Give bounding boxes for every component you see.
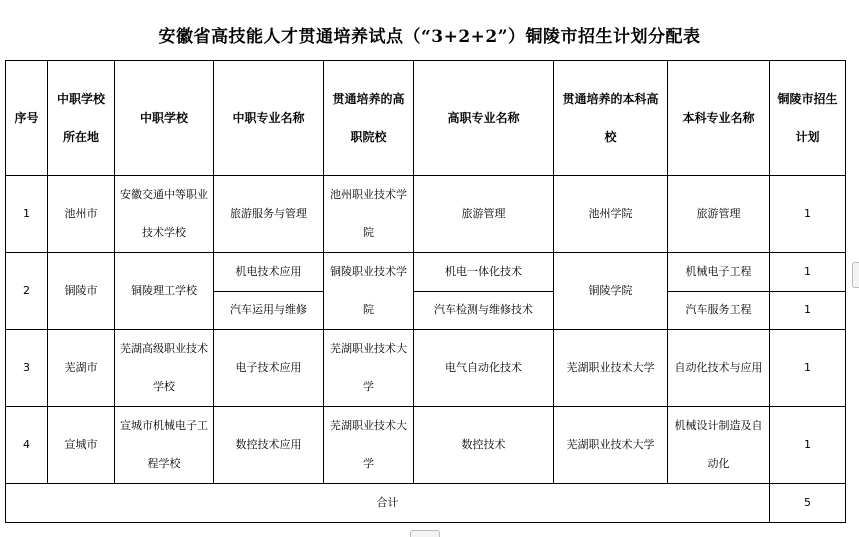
cell-school: 安徽交通中等职业技术学校 xyxy=(115,176,214,253)
cell-plan: 1 xyxy=(770,407,846,484)
cell-school: 芜湖高级职业技术学校 xyxy=(115,330,214,407)
table-row xyxy=(6,253,846,292)
cell-university: 芜湖职业技术大学 xyxy=(554,330,668,407)
total-row xyxy=(6,484,846,523)
cell-college-major: 机电一体化技术 xyxy=(414,253,554,292)
header-major: 中职专业名称 xyxy=(214,61,324,176)
total-value: 5 xyxy=(770,484,846,523)
header-college-major: 高职专业名称 xyxy=(414,61,554,176)
cell-school: 宣城市机械电子工程学校 xyxy=(115,407,214,484)
cell-college: 铜陵职业技术学院 xyxy=(324,253,414,330)
cell-bachelor-major: 机械设计制造及自动化 xyxy=(668,407,770,484)
cell-plan: 1 xyxy=(770,253,846,292)
cell-seq: 4 xyxy=(6,407,48,484)
cell-college: 芜湖职业技术大学 xyxy=(324,330,414,407)
header-school: 中职学校 xyxy=(115,61,214,176)
cell-major: 机电技术应用 xyxy=(214,253,324,292)
total-label: 合计 xyxy=(6,484,770,523)
table-row xyxy=(6,330,846,407)
cell-bachelor-major: 自动化技术与应用 xyxy=(668,330,770,407)
cell-bachelor-major: 旅游管理 xyxy=(668,176,770,253)
cell-college: 池州职业技术学院 xyxy=(324,176,414,253)
header-university: 贯通培养的本科高校 xyxy=(554,61,668,176)
cell-location: 铜陵市 xyxy=(48,253,115,330)
table-row xyxy=(6,176,846,253)
cell-major: 电子技术应用 xyxy=(214,330,324,407)
cell-university: 铜陵学院 xyxy=(554,253,668,330)
cell-major: 旅游服务与管理 xyxy=(214,176,324,253)
cell-plan: 1 xyxy=(770,330,846,407)
header-seq: 序号 xyxy=(6,61,48,176)
table-header-row xyxy=(6,61,846,176)
cell-location: 池州市 xyxy=(48,176,115,253)
cell-major: 汽车运用与维修 xyxy=(214,291,324,330)
enrollment-plan-table xyxy=(5,60,846,523)
cell-seq: 2 xyxy=(6,253,48,330)
header-college: 贯通培养的高职院校 xyxy=(324,61,414,176)
header-plan: 铜陵市招生计划 xyxy=(770,61,846,176)
cell-college: 芜湖职业技术大学 xyxy=(324,407,414,484)
header-location: 中职学校所在地 xyxy=(48,61,115,176)
table-row xyxy=(6,407,846,484)
cell-bachelor-major: 机械电子工程 xyxy=(668,253,770,292)
cell-university: 芜湖职业技术大学 xyxy=(554,407,668,484)
cell-school: 铜陵理工学校 xyxy=(115,253,214,330)
cell-seq: 3 xyxy=(6,330,48,407)
cell-plan: 1 xyxy=(770,291,846,330)
cell-seq: 1 xyxy=(6,176,48,253)
page-title: 安徽省高技能人才贯通培养试点（“3+2+2”）铜陵市招生计划分配表 xyxy=(158,27,701,47)
cell-major: 数控技术应用 xyxy=(214,407,324,484)
cell-university: 池州学院 xyxy=(554,176,668,253)
side-scroll-handle[interactable] xyxy=(852,262,859,288)
cell-college-major: 汽车检测与维修技术 xyxy=(414,291,554,330)
header-bachelor-major: 本科专业名称 xyxy=(668,61,770,176)
cell-college-major: 旅游管理 xyxy=(414,176,554,253)
cell-location: 宣城市 xyxy=(48,407,115,484)
cell-college-major: 电气自动化技术 xyxy=(414,330,554,407)
cell-location: 芜湖市 xyxy=(48,330,115,407)
cell-plan: 1 xyxy=(770,176,846,253)
cell-bachelor-major: 汽车服务工程 xyxy=(668,291,770,330)
cell-college-major: 数控技术 xyxy=(414,407,554,484)
